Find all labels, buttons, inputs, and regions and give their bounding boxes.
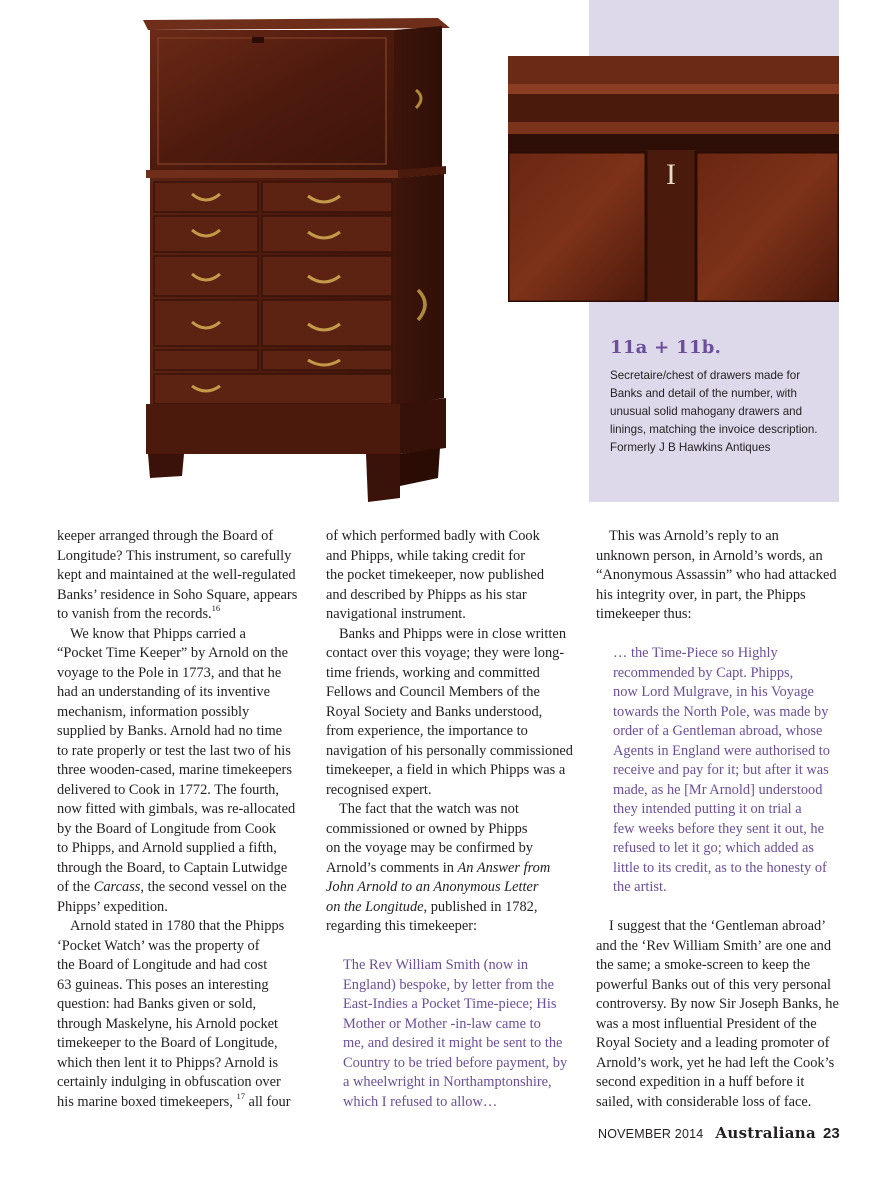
text-line: was a most influential President of the: [596, 1015, 817, 1032]
text-line: his integrity over, in part, the Phipps: [596, 586, 806, 603]
text-line: the Board of Longitude and had cost: [57, 957, 268, 973]
caption-line: Banks and detail of the number, with: [610, 386, 797, 400]
text-line: Banks and Phipps were in close written: [339, 625, 567, 642]
text-line: three wooden-cased, marine timekeepers: [57, 762, 292, 778]
text-line: question: had Banks given or sold,: [57, 996, 257, 1012]
text-line: by the Board of Longitude from Cook: [57, 820, 277, 837]
article-column-1: [57, 527, 297, 1112]
publication-title: on the Longitude: [326, 898, 424, 915]
text-line: and the ‘Rev William Smith’ are one and: [596, 937, 832, 954]
text-line: ‘Pocket Watch’ was the property of: [57, 937, 260, 954]
text-run: of the: [57, 879, 94, 895]
drawer-detail-photo: [508, 56, 839, 302]
article-column-2: [326, 527, 574, 1112]
text-run: , published in 1782,: [423, 898, 538, 915]
text-line: Banks’ residence in Soho Square, appears: [57, 586, 298, 603]
text-line: Arnold’s work, yet he had left the Cook’s: [596, 1054, 835, 1071]
text-line: regarding this timekeeper:: [326, 918, 478, 934]
publication-title: An Answer from: [457, 859, 551, 876]
text-line: on the voyage may be confirmed by: [326, 840, 533, 856]
text-line: navigational instrument.: [326, 606, 466, 622]
text-line: “Anonymous Assassin” who had attacked: [596, 567, 837, 583]
text-line: navigation of his personally commissioned: [326, 742, 574, 759]
caption-title: 11a + 11b.: [610, 337, 722, 358]
text-line: timekeeper thus:: [596, 606, 692, 622]
text-line: recognised expert.: [326, 781, 432, 798]
text-line: and Phipps, while taking credit for: [326, 547, 526, 564]
text-line: [57, 1090, 297, 1113]
text-line: mechanism, information possibly: [57, 703, 250, 720]
text-line: Longitude? This instrument, so carefully: [57, 547, 292, 564]
figure-caption: [610, 337, 834, 457]
text-run: , the second vessel on the: [140, 879, 287, 895]
quote-line: me, and desired it might be sent to the: [343, 1035, 563, 1051]
quote-line: Mother or Mother -in-law came to: [343, 1015, 541, 1032]
footnote-ref: 16: [211, 603, 221, 614]
text-line: and described by Phipps as his star: [326, 586, 527, 603]
page-number: 23: [823, 1125, 840, 1142]
text-line: sailed, with considerable loss of face.: [596, 1093, 812, 1110]
text-line: through the Board, to Captain Lutwidge: [57, 859, 288, 876]
issue-date: NOVEMBER 2014: [598, 1127, 704, 1141]
text-line: timekeeper, a field in which Phipps was a: [326, 762, 566, 778]
quote-line: The Rev William Smith (now in: [343, 957, 529, 973]
page-footer: [598, 1124, 840, 1143]
text-line: supplied by Banks. Arnold had no time: [57, 723, 283, 739]
text-line: second expedition in a huff before it: [596, 1074, 805, 1090]
text-line: Fellows and Council Members of the: [326, 684, 540, 700]
text-line: [57, 605, 297, 625]
block-quote-phipps: [596, 644, 836, 898]
text-line: kept and maintained at the well-regulated: [57, 567, 296, 583]
text-line: which then lent it to Phipps? Arnold is: [57, 1054, 279, 1071]
text-line: [57, 878, 297, 898]
caption-line: Formerly J B Hawkins Antiques: [610, 440, 771, 454]
text-line: Phipps’ expedition.: [57, 898, 168, 915]
quote-line: receive and pay for it; but after it was: [613, 762, 829, 778]
quote-line: England) bespoke, by letter from the: [343, 976, 554, 993]
text-line: Royal Society and Banks understood,: [326, 703, 543, 720]
text-line: “Pocket Time Keeper” by Arnold on the: [57, 645, 289, 661]
text-line: controversy. By now Sir Joseph Banks, he: [596, 996, 839, 1012]
drawer-number-label: I: [666, 158, 676, 191]
text-line: time friends, working and committed: [326, 664, 540, 681]
text-line: to rate properly or test the last two of his: [57, 742, 291, 759]
text-line: timekeeper to the Board of Longitude,: [57, 1035, 278, 1051]
article-column-3: [596, 527, 839, 1112]
quote-line: towards the North Pole, was made by: [613, 703, 829, 720]
text-run: to vanish from the records.: [57, 606, 212, 622]
text-line: through Maskelyne, his Arnold pocket: [57, 1015, 279, 1032]
quote-line: order of a Gentleman abroad, whose: [613, 723, 823, 739]
text-line: commissioned or owned by Phipps: [326, 820, 528, 837]
cabinet-photo: [128, 8, 468, 506]
caption-line: linings, matching the invoice description.: [610, 422, 818, 436]
paragraph-gap: [326, 937, 571, 957]
drawer-number-detail-image: [508, 56, 839, 302]
text-line: of which performed badly with Cook: [326, 528, 540, 544]
text-line: This was Arnold’s reply to an: [609, 528, 779, 544]
text-line: delivered to Cook in 1772. The fourth,: [57, 781, 279, 798]
text-line: now fitted with gimbals, was re-allocated: [57, 801, 296, 817]
paragraph-gap: [596, 898, 836, 918]
quote-line: little to its credit, as to the honesty of: [613, 859, 827, 876]
text-line: had an understanding of its inventive: [57, 684, 271, 700]
quote-line: Country to be tried before payment, by: [343, 1054, 568, 1071]
footnote-ref: 17: [236, 1090, 245, 1101]
text-line: Royal Society and a leading promoter of: [596, 1035, 830, 1051]
quote-line: refused to let it go; which added as: [613, 840, 815, 856]
quote-line: East-Indies a Pocket Time-piece; His: [343, 996, 557, 1012]
text-line: from experience, the importance to: [326, 723, 528, 739]
secretaire-chest-image: [128, 8, 468, 506]
quote-line: the artist.: [613, 879, 667, 895]
block-quote-smith: [326, 956, 571, 1112]
text-line: contact over this voyage; they were long-: [326, 645, 565, 661]
text-line: The fact that the watch was not: [339, 801, 519, 817]
text-line: keeper arranged through the Board of: [57, 528, 274, 544]
text-line: certainly indulging in obfuscation over: [57, 1074, 281, 1090]
text-line: 63 guineas. This poses an interesting: [57, 976, 269, 993]
text-line: the pocket timekeeper, now published: [326, 567, 545, 583]
quote-line: they intended putting it on trial a: [613, 801, 802, 817]
ship-name: Carcass: [93, 879, 141, 895]
text-line: We know that Phipps carried a: [70, 625, 246, 642]
caption-body: [610, 367, 834, 457]
text-line: I suggest that the ‘Gentleman abroad’: [609, 918, 826, 934]
text-line: the same; a smoke-screen to keep the: [596, 957, 811, 973]
magazine-name: Australiana: [715, 1124, 817, 1142]
text-line: unknown person, in Arnold’s words, an: [596, 547, 823, 564]
text-line: powerful Banks out of this very personal: [596, 976, 832, 993]
quote-line: few weeks before they sent it out, he: [613, 820, 824, 837]
quote-line: made, as he [Mr Arnold] understood: [613, 781, 823, 798]
quote-line: which I refused to allow…: [343, 1093, 498, 1110]
text-line: to Phipps, and Arnold supplied a fifth,: [57, 840, 277, 856]
quote-line: recommended by Capt. Phipps,: [613, 664, 794, 681]
quote-line: … the Time-Piece so Highly: [613, 645, 778, 661]
text-line: [326, 859, 571, 879]
publication-title: John Arnold to an Anonymous Letter: [326, 879, 539, 895]
text-line: [326, 898, 571, 918]
quote-line: now Lord Mulgrave, in his Voyage: [613, 684, 814, 700]
caption-line: unusual solid mahogany drawers and: [610, 404, 803, 418]
paragraph-gap: [596, 625, 836, 645]
text-line: [326, 878, 571, 898]
text-line: voyage to the Pole in 1773, and that he: [57, 664, 282, 681]
text-run: all four: [244, 1093, 291, 1110]
text-line: Arnold stated in 1780 that the Phipps: [70, 918, 285, 934]
caption-line: Secretaire/chest of drawers made for: [610, 369, 801, 382]
quote-line: Agents in England were authorised to: [613, 742, 831, 759]
quote-line: a wheelwright in Northamptonshire,: [343, 1074, 552, 1090]
text-run: his marine boxed timekeepers,: [57, 1093, 233, 1110]
text-run: Arnold’s comments in: [326, 859, 458, 876]
